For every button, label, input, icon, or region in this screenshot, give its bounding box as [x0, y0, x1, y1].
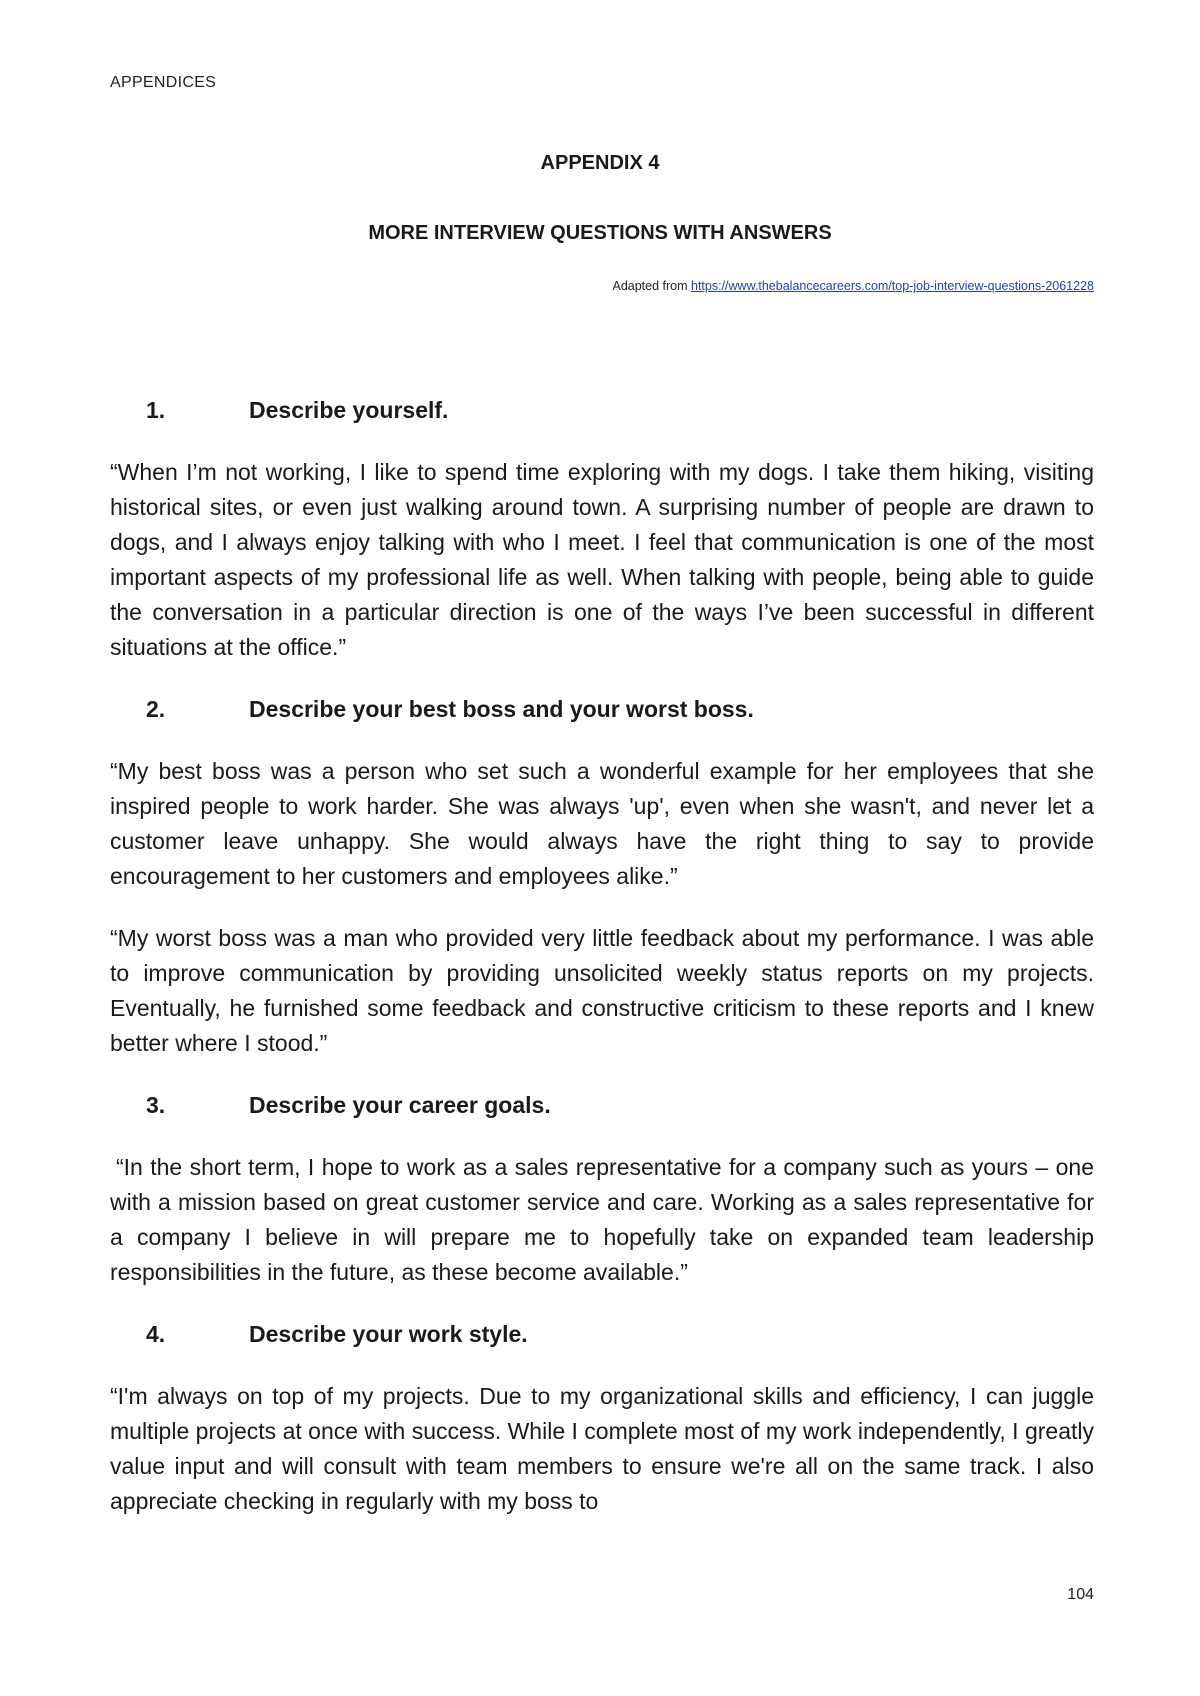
- source-citation: [612, 279, 1094, 293]
- question-title: Describe your best boss and your worst boss.: [249, 696, 754, 722]
- appendix-title: APPENDIX 4: [540, 152, 660, 174]
- question-heading: [110, 692, 1094, 727]
- question-number: 1.: [146, 397, 166, 423]
- question-title: Describe yourself.: [249, 397, 449, 423]
- question-title: Describe your career goals.: [249, 1092, 551, 1118]
- running-header: APPENDICES: [110, 74, 217, 91]
- answer-paragraph: “In the short term, I hope to work as a sales representative for a company such as yours – one with a mission based on great customer service and care. Working as a sales representative for a company I believe in will prepare me to hopefully take on expanded team leadership responsibilities in the future, as these become available.”: [110, 1154, 1094, 1285]
- question-heading: [110, 1088, 1094, 1123]
- answer-paragraph: “My best boss was a person who set such a wonderful example for her employees that she inspired people to work harder. She was always 'up', even when she wasn't, and never let a customer leave unhappy. She would always have the right thing to say to provide encouragement to her customers and employees alike.”: [110, 758, 1094, 889]
- question-number: 4.: [146, 1321, 166, 1347]
- question-heading: [110, 393, 1094, 428]
- question-number: 3.: [146, 1092, 166, 1118]
- question-title: Describe your work style.: [249, 1321, 528, 1347]
- source-prefix: Adapted from: [612, 279, 691, 293]
- questions-content: [110, 393, 1094, 1546]
- question-number: 2.: [146, 696, 166, 722]
- appendix-subtitle: MORE INTERVIEW QUESTIONS WITH ANSWERS: [368, 222, 832, 244]
- page-number: 104: [1067, 1586, 1094, 1603]
- answer-paragraph: “I'm always on top of my projects. Due to my organizational skills and efficiency, I can juggle multiple projects at once with success. While I complete most of my work independently, I greatly value input and will consult with team members to ensure we're all on the same track. I also appreciate checking in regularly with my boss to: [110, 1383, 1094, 1514]
- source-link[interactable]: https://www.thebalancecareers.com/top-job-interview-questions-2061228: [691, 279, 1094, 293]
- answer-paragraph: “My worst boss was a man who provided very little feedback about my performance. I was able to improve communication by providing unsolicited weekly status reports on my projects. Eventually, he furnished some feedback and constructive criticism to these reports and I knew better where I stood.”: [110, 925, 1094, 1056]
- question-heading: [110, 1317, 1094, 1352]
- answer-paragraph: “When I’m not working, I like to spend time exploring with my dogs. I take them hiking, visiting historical sites, or even just walking around town. A surprising number of people are drawn to dogs, and I always enjoy talking with who I meet. I feel that communication is one of the most important aspects of my professional life as well. When talking with people, being able to guide the conversation in a particular direction is one of the ways I’ve been successful in different situations at the office.”: [110, 459, 1094, 660]
